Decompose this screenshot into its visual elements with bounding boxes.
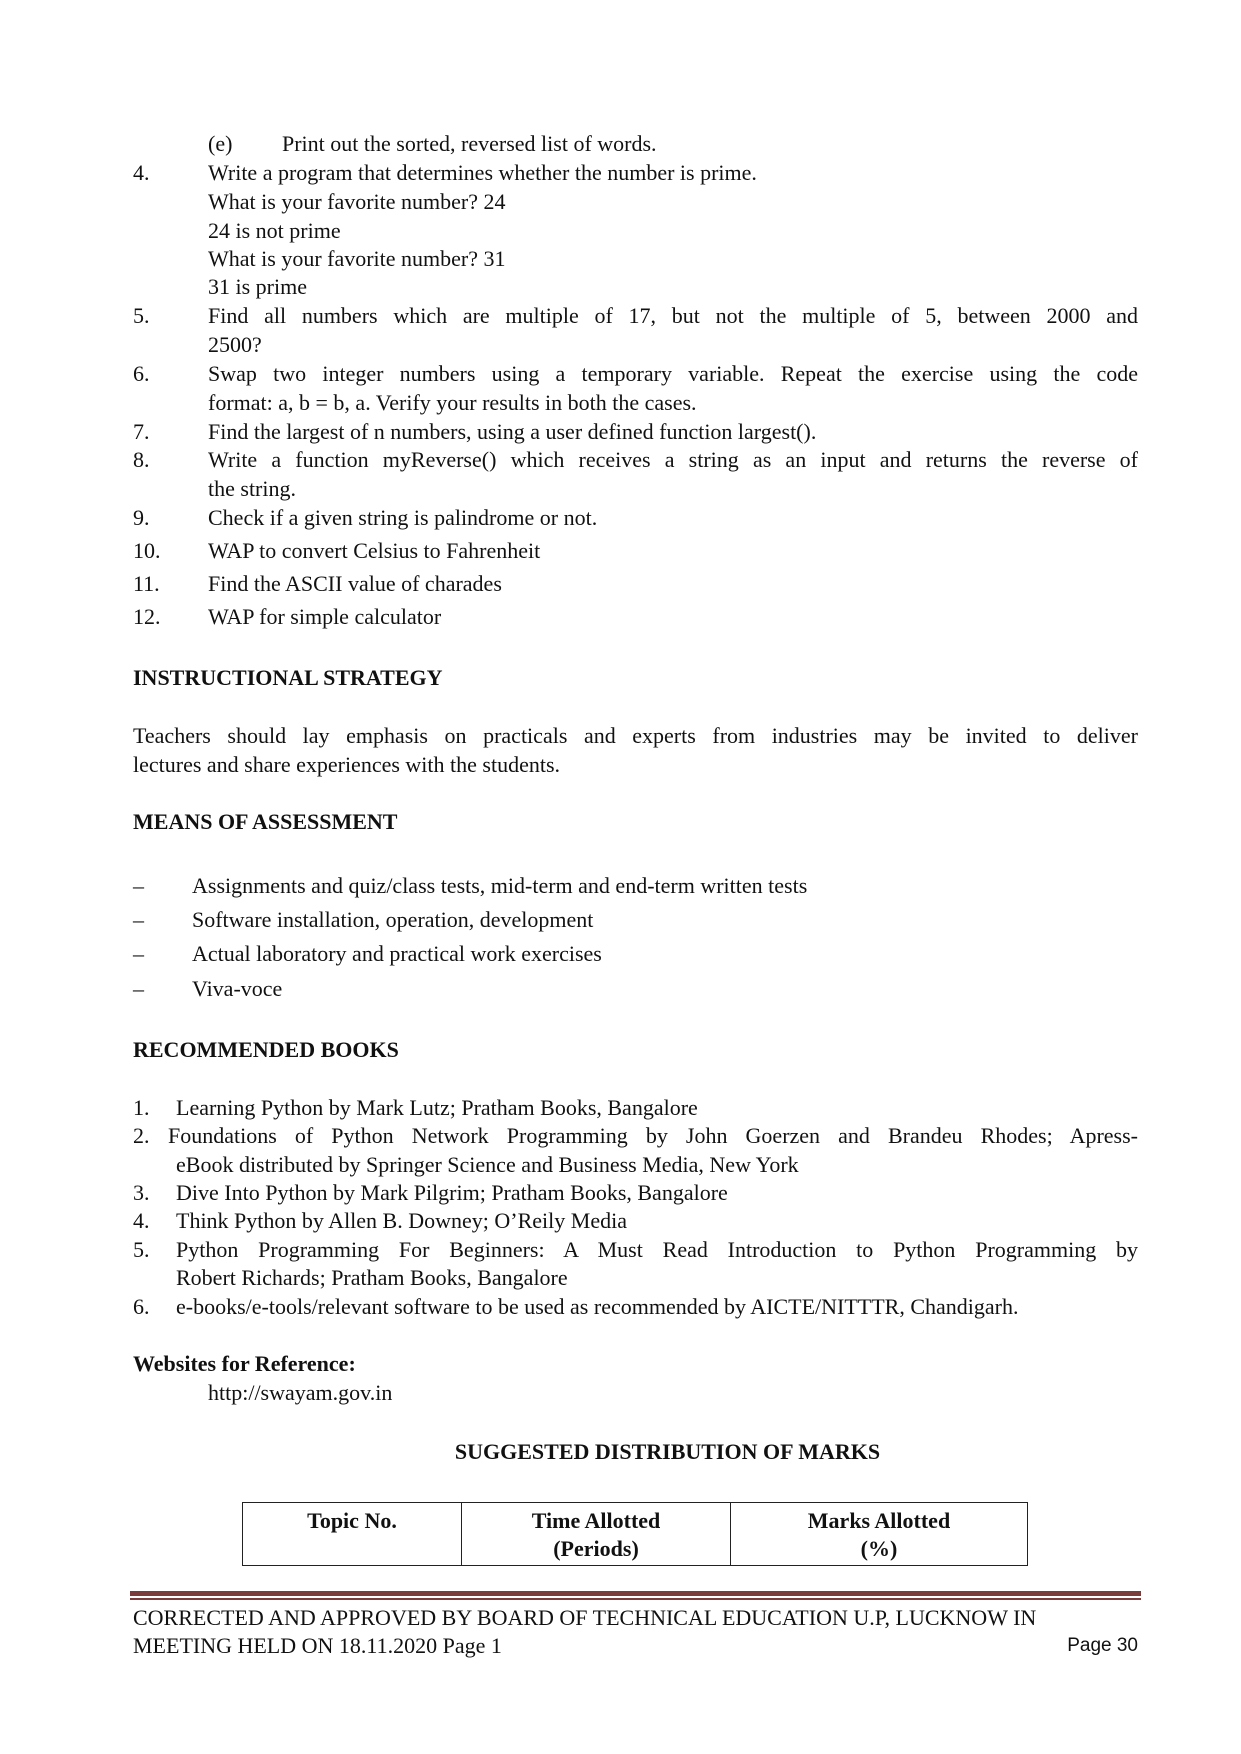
- book-number: 3.: [133, 1180, 150, 1205]
- section-heading-recommended-books: RECOMMENDED BOOKS: [133, 1037, 399, 1062]
- exercise-number: 6.: [133, 361, 150, 386]
- exercise-text: WAP to convert Celsius to Fahrenheit: [208, 538, 541, 563]
- header-line: Topic No.: [307, 1508, 397, 1533]
- marks-distribution-heading: SUGGESTED DISTRIBUTION OF MARKS: [454, 1439, 881, 1464]
- exercise-text: Swap two integer numbers using a temporary variable. Repeat the exercise using the code: [208, 361, 1138, 386]
- exercise-number: 5.: [133, 303, 150, 328]
- book-number: 4.: [133, 1208, 150, 1233]
- exercise-number: 9.: [133, 505, 150, 530]
- book-text: Learning Python by Mark Lutz; Pratham Books, Bangalore: [176, 1095, 698, 1120]
- exercise-text: 24 is not prime: [208, 218, 341, 243]
- book-text: Think Python by Allen B. Downey; O’Reily Media: [176, 1208, 627, 1233]
- bullet-dash: –: [133, 907, 144, 932]
- book-text: Python Programming For Beginners: A Must Read Introduction to Python Programming by: [176, 1237, 1138, 1262]
- table-header-row: [243, 1503, 1028, 1566]
- column-header-time-allotted: [462, 1503, 731, 1566]
- exercise-text: What is your favorite number? 24: [208, 189, 506, 214]
- header-line: Time Allotted: [531, 1508, 661, 1533]
- section-heading-means-of-assessment: MEANS OF ASSESSMENT: [133, 809, 398, 834]
- column-header-topic-no: [243, 1503, 462, 1566]
- bullet-dash: –: [133, 873, 144, 898]
- exercise-text: Write a function myReverse() which receives a string as an input and returns the reverse of: [208, 447, 1138, 472]
- header-line: (%): [860, 1536, 898, 1561]
- website-link[interactable]: http://swayam.gov.in: [208, 1380, 393, 1405]
- sub-item-text: Print out the sorted, reversed list of words.: [282, 131, 657, 156]
- exercise-text: 31 is prime: [208, 274, 307, 299]
- book-text: Foundations of Python Network Programming by John Goerzen and Brandeu Rhodes; Apress-: [168, 1123, 1138, 1148]
- exercise-text: Find all numbers which are multiple of 17, but not the multiple of 5, between 2000 and: [208, 303, 1138, 328]
- header-line: (Periods): [553, 1536, 639, 1561]
- paragraph-text: Teachers should lay emphasis on practicals and experts from industries may be invited to deliver: [133, 723, 1138, 748]
- page-number: Page 30: [1067, 1635, 1138, 1656]
- websites-heading: Websites for Reference:: [133, 1351, 356, 1376]
- header-line: Marks Allotted: [807, 1508, 951, 1533]
- exercise-number: 8.: [133, 447, 150, 472]
- exercise-text: Write a program that determines whether the number is prime.: [208, 160, 757, 185]
- assessment-item: Software installation, operation, development: [192, 907, 594, 932]
- book-text: e-books/e-tools/relevant software to be used as recommended by AICTE/NITTTR, Chandigarh.: [176, 1294, 1019, 1319]
- exercise-number: 11.: [133, 571, 160, 596]
- exercise-number: 10.: [133, 538, 161, 563]
- book-text: Dive Into Python by Mark Pilgrim; Pratham Books, Bangalore: [176, 1180, 728, 1205]
- section-heading-instructional-strategy: INSTRUCTIONAL STRATEGY: [133, 665, 443, 690]
- exercise-text: What is your favorite number? 31: [208, 246, 506, 271]
- footer-rule-thin: [130, 1598, 1141, 1600]
- book-text: eBook distributed by Springer Science and Business Media, New York: [176, 1152, 799, 1177]
- exercise-number: 12.: [133, 604, 161, 629]
- exercise-text: 2500?: [208, 332, 262, 357]
- paragraph-text: lectures and share experiences with the students.: [133, 752, 561, 777]
- book-number: 5.: [133, 1237, 150, 1262]
- assessment-item: Viva-voce: [192, 976, 283, 1001]
- marks-distribution-table: [242, 1502, 1028, 1566]
- assessment-item: Assignments and quiz/class tests, mid-term and end-term written tests: [192, 873, 808, 898]
- sub-item-marker: (e): [208, 131, 233, 156]
- assessment-item: Actual laboratory and practical work exercises: [192, 941, 602, 966]
- exercise-number: 7.: [133, 419, 150, 444]
- footer-approval-line: CORRECTED AND APPROVED BY BOARD OF TECHNICAL EDUCATION U.P, LUCKNOW IN: [133, 1605, 1037, 1630]
- book-number: 6.: [133, 1294, 150, 1319]
- exercise-text: Find the ASCII value of charades: [208, 571, 502, 596]
- footer-meeting-line: MEETING HELD ON 18.11.2020 Page 1: [133, 1633, 502, 1658]
- exercise-text: the string.: [208, 476, 296, 501]
- exercise-text: format: a, b = b, a. Verify your results in both the cases.: [208, 390, 697, 415]
- book-number: 2.: [133, 1123, 150, 1148]
- book-number: 1.: [133, 1095, 150, 1120]
- exercise-number: 4.: [133, 160, 150, 185]
- exercise-text: WAP for simple calculator: [208, 604, 442, 629]
- exercise-text: Check if a given string is palindrome or not.: [208, 505, 598, 530]
- book-text: Robert Richards; Pratham Books, Bangalore: [176, 1265, 568, 1290]
- exercise-text: Find the largest of n numbers, using a user defined function largest().: [208, 419, 817, 444]
- bullet-dash: –: [133, 976, 144, 1001]
- bullet-dash: –: [133, 941, 144, 966]
- footer-rule-thick: [130, 1591, 1141, 1596]
- column-header-marks-allotted: [731, 1503, 1028, 1566]
